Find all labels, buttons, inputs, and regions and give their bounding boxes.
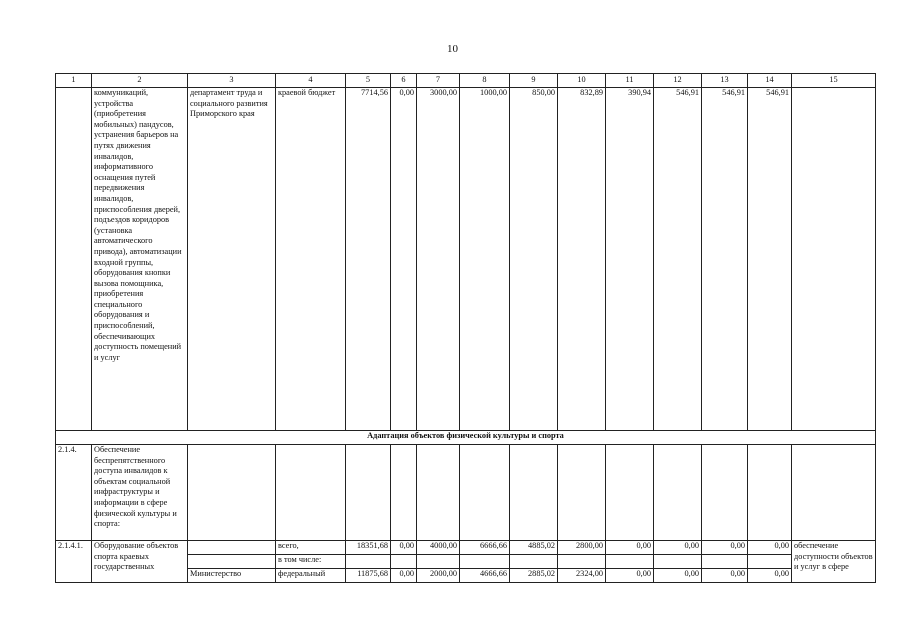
value-cell: 0,00 bbox=[654, 541, 702, 555]
value-cell: 4666,66 bbox=[460, 569, 510, 583]
value-cell: 0,00 bbox=[391, 541, 417, 555]
value-cell bbox=[558, 445, 606, 541]
value-cell: 0,00 bbox=[702, 541, 748, 555]
funding-source-cell: федеральный bbox=[276, 569, 346, 583]
value-cell: 4885,02 bbox=[510, 541, 558, 555]
funding-source-cell: в том числе: bbox=[276, 555, 346, 569]
activity-name-cell: Обеспечение беспрепятственного доступа инвалидов к объектам социальной инфраструктуры и информации в сфере физической культуры и спорта: bbox=[92, 445, 188, 541]
activity-name-cell: коммуникаций, устройства (приобретения мобильных) пандусов, устранения барьеров на путях движения инвалидов, информативного оснащения путей передвижения инвалидов, приспособления дверей, подъездов коридоров (установка автоматического привода), автоматизации входной группы, оборудования кнопки вызова помощника, приобретения специального оборудования и приспособлений, обеспечивающих доступность помещений и услуг bbox=[92, 88, 188, 431]
value-cell bbox=[460, 555, 510, 569]
value-cell: 546,91 bbox=[702, 88, 748, 431]
value-cell bbox=[346, 445, 391, 541]
value-cell: 4000,00 bbox=[417, 541, 460, 555]
row-number-cell bbox=[56, 88, 92, 431]
header-cell: 3 bbox=[188, 74, 276, 88]
header-cell: 9 bbox=[510, 74, 558, 88]
value-cell: 1000,00 bbox=[460, 88, 510, 431]
value-cell bbox=[654, 445, 702, 541]
executor-cell: департамент труда и социального развития Приморского края bbox=[188, 88, 276, 431]
value-cell: 7714,56 bbox=[346, 88, 391, 431]
row-number-cell: 2.1.4.1. bbox=[56, 541, 92, 583]
value-cell: 18351,68 bbox=[346, 541, 391, 555]
value-cell bbox=[510, 555, 558, 569]
value-cell: 0,00 bbox=[391, 88, 417, 431]
section-row bbox=[56, 431, 876, 445]
result-cell bbox=[792, 88, 876, 431]
activity-name-cell: Оборудование объектов спорта краевых государственных bbox=[92, 541, 188, 583]
header-cell: 15 bbox=[792, 74, 876, 88]
value-cell: 850,00 bbox=[510, 88, 558, 431]
value-cell: 3000,00 bbox=[417, 88, 460, 431]
value-cell: 6666,66 bbox=[460, 541, 510, 555]
value-cell: 0,00 bbox=[654, 569, 702, 583]
header-cell: 1 bbox=[56, 74, 92, 88]
value-cell: 2800,00 bbox=[558, 541, 606, 555]
row-number-cell: 2.1.4. bbox=[56, 445, 92, 541]
value-cell bbox=[346, 555, 391, 569]
value-cell bbox=[606, 445, 654, 541]
header-row bbox=[56, 74, 876, 88]
executor-cell bbox=[188, 445, 276, 541]
value-cell: 546,91 bbox=[654, 88, 702, 431]
value-cell bbox=[391, 445, 417, 541]
value-cell: 2885,02 bbox=[510, 569, 558, 583]
budget-table bbox=[55, 73, 876, 583]
header-cell: 8 bbox=[460, 74, 510, 88]
value-cell bbox=[702, 555, 748, 569]
value-cell bbox=[417, 445, 460, 541]
table-row bbox=[56, 445, 876, 541]
value-cell bbox=[654, 555, 702, 569]
page-number: 10 bbox=[447, 43, 458, 55]
value-cell: 0,00 bbox=[748, 569, 792, 583]
value-cell bbox=[391, 555, 417, 569]
section-title: Адаптация объектов физической культуры и спорта bbox=[56, 431, 876, 445]
header-cell: 7 bbox=[417, 74, 460, 88]
header-cell: 14 bbox=[748, 74, 792, 88]
header-cell: 12 bbox=[654, 74, 702, 88]
value-cell: 2000,00 bbox=[417, 569, 460, 583]
funding-source-cell: краевой бюджет bbox=[276, 88, 346, 431]
header-cell: 13 bbox=[702, 74, 748, 88]
value-cell: 546,91 bbox=[748, 88, 792, 431]
header-cell: 11 bbox=[606, 74, 654, 88]
value-cell: 0,00 bbox=[606, 541, 654, 555]
value-cell: 0,00 bbox=[702, 569, 748, 583]
header-cell: 10 bbox=[558, 74, 606, 88]
executor-cell: Министерство bbox=[188, 569, 276, 583]
value-cell bbox=[460, 445, 510, 541]
funding-source-cell bbox=[276, 445, 346, 541]
executor-cell bbox=[188, 555, 276, 569]
value-cell bbox=[417, 555, 460, 569]
value-cell bbox=[558, 555, 606, 569]
value-cell: 0,00 bbox=[391, 569, 417, 583]
header-cell: 6 bbox=[391, 74, 417, 88]
table-row bbox=[56, 541, 876, 555]
value-cell bbox=[510, 445, 558, 541]
header-cell: 5 bbox=[346, 74, 391, 88]
executor-cell bbox=[188, 541, 276, 555]
value-cell bbox=[748, 555, 792, 569]
value-cell bbox=[702, 445, 748, 541]
result-cell bbox=[792, 445, 876, 541]
header-cell: 2 bbox=[92, 74, 188, 88]
value-cell bbox=[606, 555, 654, 569]
funding-source-cell: всего, bbox=[276, 541, 346, 555]
result-cell: обеспечение доступности объектов и услуг в сфере bbox=[792, 541, 876, 583]
value-cell: 11875,68 bbox=[346, 569, 391, 583]
value-cell: 390,94 bbox=[606, 88, 654, 431]
value-cell: 0,00 bbox=[748, 541, 792, 555]
header-cell: 4 bbox=[276, 74, 346, 88]
value-cell: 2324,00 bbox=[558, 569, 606, 583]
value-cell: 832,89 bbox=[558, 88, 606, 431]
value-cell: 0,00 bbox=[606, 569, 654, 583]
table-row bbox=[56, 88, 876, 431]
value-cell bbox=[748, 445, 792, 541]
